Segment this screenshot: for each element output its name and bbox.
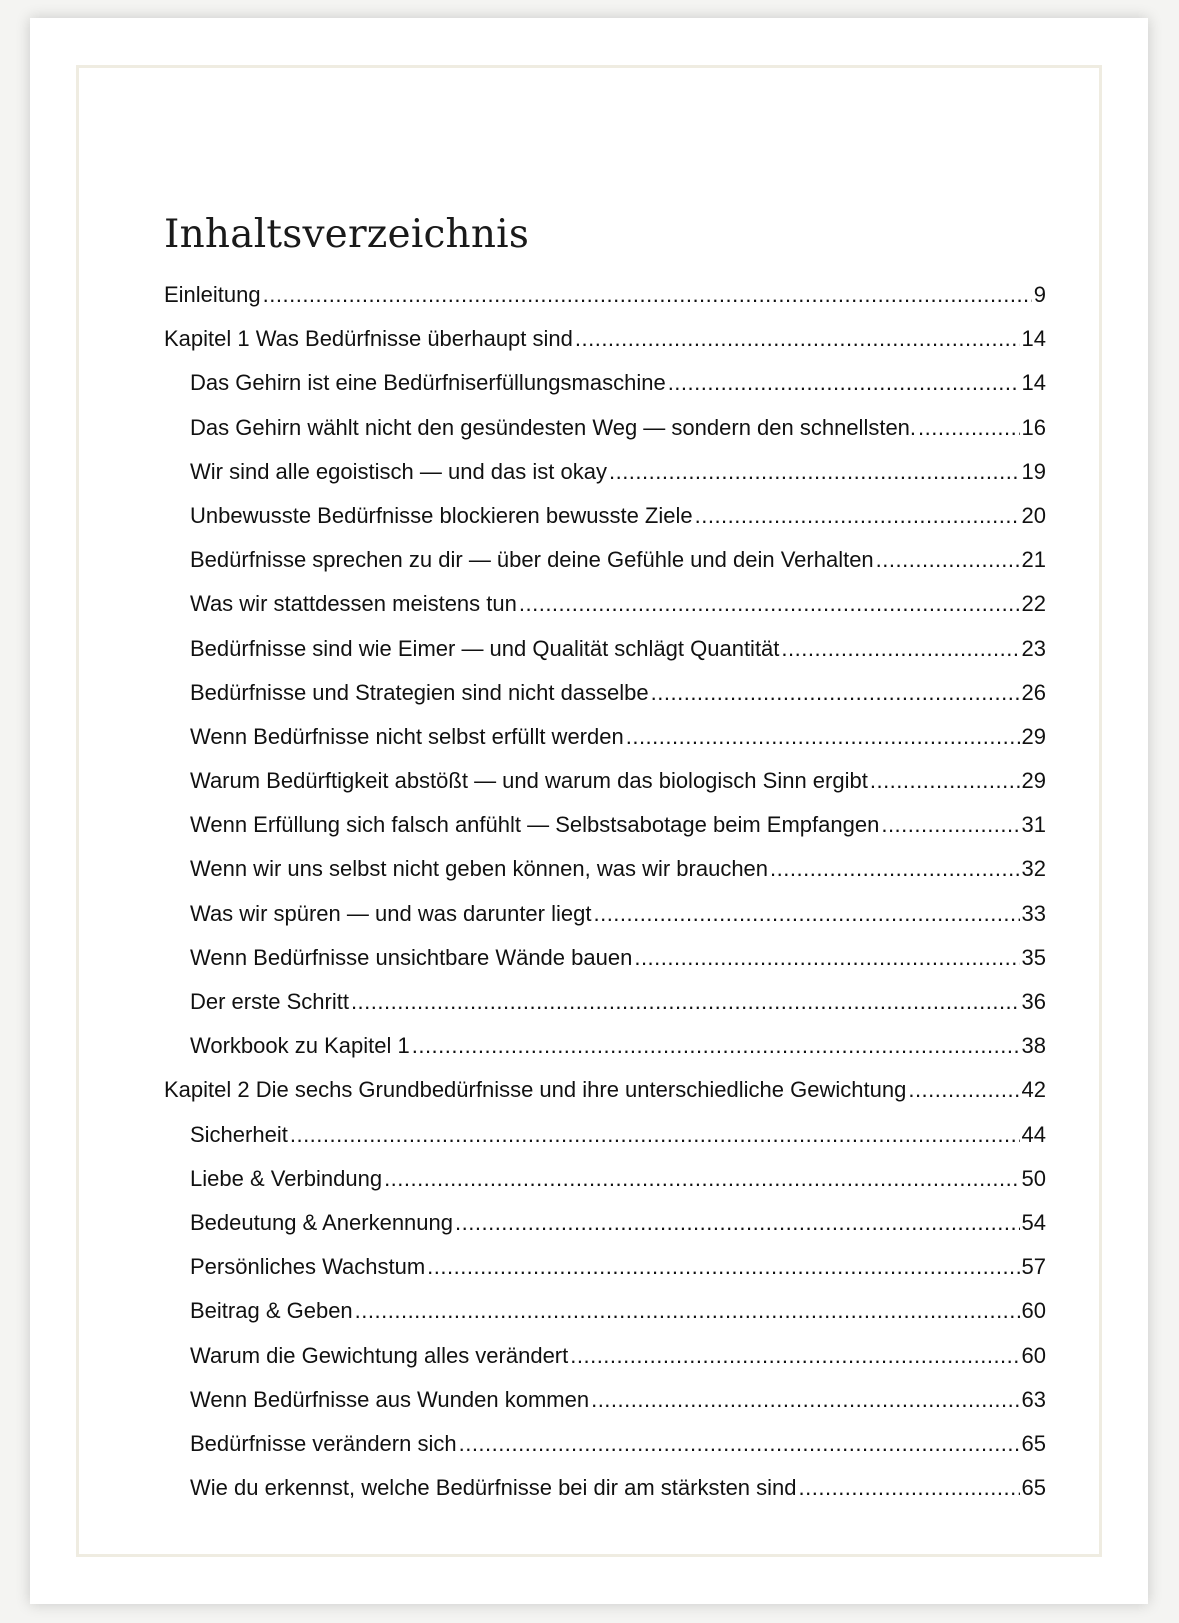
toc-dot-leader xyxy=(634,945,1019,971)
toc-dot-leader xyxy=(609,459,1020,485)
toc-chapter-entry[interactable] xyxy=(164,326,1046,370)
toc-subentry[interactable] xyxy=(164,415,1046,459)
toc-page-number: 57 xyxy=(1021,1254,1046,1280)
table-of-contents xyxy=(164,282,1046,1519)
toc-entry-title: Persönliches Wachstum xyxy=(190,1254,426,1280)
toc-page-number: 63 xyxy=(1021,1386,1046,1412)
document-page xyxy=(30,18,1148,1604)
toc-subentry[interactable] xyxy=(164,1166,1046,1210)
toc-subentry[interactable] xyxy=(164,459,1046,503)
toc-subentry[interactable] xyxy=(164,1387,1046,1431)
toc-dot-leader xyxy=(651,680,1020,706)
toc-entry-title: Beitrag & Geben xyxy=(190,1298,353,1324)
toc-entry-title: Das Gehirn wählt nicht den gesündesten Weg — sondern den schnellsten. xyxy=(190,414,917,440)
toc-entry-title: Wir sind alle egoistisch — und das ist okay xyxy=(190,458,607,484)
toc-page-number: 31 xyxy=(1021,812,1046,838)
toc-page-number: 19 xyxy=(1021,458,1046,484)
toc-page-number: 29 xyxy=(1021,723,1046,749)
toc-dot-leader xyxy=(668,370,1020,396)
toc-subentry[interactable] xyxy=(164,1033,1046,1077)
toc-subentry[interactable] xyxy=(164,1475,1046,1519)
toc-subentry[interactable] xyxy=(164,812,1046,856)
toc-page-number: 14 xyxy=(1021,370,1046,396)
toc-entry-title: Wenn Bedürfnisse unsichtbare Wände bauen xyxy=(190,944,633,970)
toc-entry-title: Was wir spüren — und was darunter liegt xyxy=(190,900,592,926)
toc-subentry[interactable] xyxy=(164,503,1046,547)
toc-entry-title: Wenn wir uns selbst nicht geben können, was wir brauchen xyxy=(190,856,769,882)
toc-dot-leader xyxy=(908,1077,1019,1103)
toc-entry-title: Kapitel 1 Was Bedürfnisse überhaupt sind xyxy=(164,326,573,352)
toc-page-number: 60 xyxy=(1021,1298,1046,1324)
toc-subentry[interactable] xyxy=(164,945,1046,989)
toc-entry-title: Bedürfnisse sind wie Eimer — und Qualität schlägt Quantität xyxy=(190,635,780,661)
toc-dot-leader xyxy=(570,1343,1019,1369)
toc-page-number: 22 xyxy=(1021,591,1046,617)
toc-subentry[interactable] xyxy=(164,1122,1046,1166)
toc-entry-title: Wie du erkennst, welche Bedürfnisse bei dir am stärksten sind xyxy=(190,1475,797,1501)
toc-page-number: 65 xyxy=(1021,1475,1046,1501)
toc-dot-leader xyxy=(384,1166,1019,1192)
toc-dot-leader xyxy=(459,1431,1020,1457)
toc-dot-leader xyxy=(918,415,1019,441)
toc-page-number: 21 xyxy=(1021,547,1046,573)
toc-entry-title: Bedürfnisse sprechen zu dir — über deine Gefühle und dein Verhalten xyxy=(190,547,874,573)
toc-subentry[interactable] xyxy=(164,680,1046,724)
toc-subentry[interactable] xyxy=(164,370,1046,414)
toc-entry-title: Das Gehirn ist eine Bedürfniserfüllungsmaschine xyxy=(190,370,666,396)
toc-page-number: 50 xyxy=(1021,1165,1046,1191)
toc-entry-title: Bedürfnisse und Strategien sind nicht dasselbe xyxy=(190,679,649,705)
toc-dot-leader xyxy=(519,591,1020,617)
toc-page-number: 14 xyxy=(1021,326,1046,352)
toc-page-number: 38 xyxy=(1021,1033,1046,1059)
toc-entry-title: Bedeutung & Anerkennung xyxy=(190,1209,454,1235)
toc-entry-title: Liebe & Verbindung xyxy=(190,1165,383,1191)
toc-page-number: 36 xyxy=(1021,989,1046,1014)
toc-entry-title: Bedürfnisse verändern sich xyxy=(190,1430,457,1456)
toc-entry-title: Sicherheit xyxy=(190,1121,288,1147)
toc-page-number: 60 xyxy=(1021,1342,1046,1368)
toc-entry-title: Kapitel 2 Die sechs Grundbedürfnisse und ihre unterschiedliche Gewichtung xyxy=(164,1077,907,1103)
toc-dot-leader xyxy=(455,1210,1020,1236)
toc-subentry[interactable] xyxy=(164,1431,1046,1475)
toc-dot-leader xyxy=(263,282,1032,308)
toc-dot-leader xyxy=(427,1254,1019,1280)
toc-subentry[interactable] xyxy=(164,1343,1046,1387)
toc-page-number: 65 xyxy=(1021,1430,1046,1456)
toc-entry-title: Warum die Gewichtung alles verändert xyxy=(190,1342,569,1368)
toc-dot-leader xyxy=(351,989,1020,1015)
toc-entry-title: Was wir stattdessen meistens tun xyxy=(190,591,517,617)
toc-dot-leader xyxy=(412,1033,1020,1059)
page-title: Inhaltsverzeichnis xyxy=(164,212,530,257)
toc-dot-leader xyxy=(770,856,1019,882)
toc-dot-leader xyxy=(881,812,1019,838)
toc-page-number: 35 xyxy=(1021,944,1046,970)
toc-page-number: 23 xyxy=(1021,635,1046,661)
toc-page-number: 42 xyxy=(1021,1077,1046,1103)
toc-page-number: 16 xyxy=(1021,414,1046,440)
toc-subentry[interactable] xyxy=(164,768,1046,812)
toc-dot-leader xyxy=(591,1387,1019,1413)
toc-subentry[interactable] xyxy=(164,989,1046,1033)
toc-subentry[interactable] xyxy=(164,856,1046,900)
toc-entry-title: Wenn Erfüllung sich falsch anfühlt — Selbstsabotage beim Empfangen xyxy=(190,812,880,838)
toc-page-number: 54 xyxy=(1021,1209,1046,1235)
toc-page-number: 29 xyxy=(1021,768,1046,794)
toc-dot-leader xyxy=(290,1122,1020,1148)
toc-entry-title: Warum Bedürftigkeit abstößt — und warum das biologisch Sinn ergibt xyxy=(190,768,868,794)
toc-dot-leader xyxy=(626,724,1020,750)
toc-subentry[interactable] xyxy=(164,636,1046,680)
toc-page-number: 9 xyxy=(1033,282,1046,307)
toc-entry-title: Wenn Bedürfnisse nicht selbst erfüllt werden xyxy=(190,723,624,749)
toc-dot-leader xyxy=(593,901,1019,927)
toc-chapter-entry[interactable] xyxy=(164,1077,1046,1121)
toc-page-number: 26 xyxy=(1021,679,1046,705)
toc-page-number: 33 xyxy=(1021,900,1046,926)
toc-dot-leader xyxy=(695,503,1020,529)
toc-subentry[interactable] xyxy=(164,1298,1046,1342)
toc-dot-leader xyxy=(355,1298,1020,1324)
toc-subentry[interactable] xyxy=(164,547,1046,591)
toc-subentry[interactable] xyxy=(164,1254,1046,1298)
toc-page-number: 20 xyxy=(1021,502,1046,528)
toc-entry-title: Wenn Bedürfnisse aus Wunden kommen xyxy=(190,1386,590,1412)
toc-dot-leader xyxy=(876,547,1020,573)
toc-entry-title: Einleitung xyxy=(164,282,261,307)
toc-entry-title: Der erste Schritt xyxy=(190,989,349,1014)
toc-subentry[interactable] xyxy=(164,724,1046,768)
toc-page-number: 44 xyxy=(1021,1121,1046,1147)
toc-subentry[interactable] xyxy=(164,591,1046,635)
toc-page-number: 32 xyxy=(1021,856,1046,882)
toc-dot-leader xyxy=(799,1475,1020,1501)
toc-dot-leader xyxy=(575,326,1020,352)
toc-chapter-entry[interactable] xyxy=(164,282,1046,326)
toc-entry-title: Workbook zu Kapitel 1 xyxy=(190,1033,410,1059)
toc-subentry[interactable] xyxy=(164,901,1046,945)
toc-subentry[interactable] xyxy=(164,1210,1046,1254)
toc-dot-leader xyxy=(870,768,1020,794)
toc-entry-title: Unbewusste Bedürfnisse blockieren bewusste Ziele xyxy=(190,502,693,528)
toc-dot-leader xyxy=(781,636,1019,662)
